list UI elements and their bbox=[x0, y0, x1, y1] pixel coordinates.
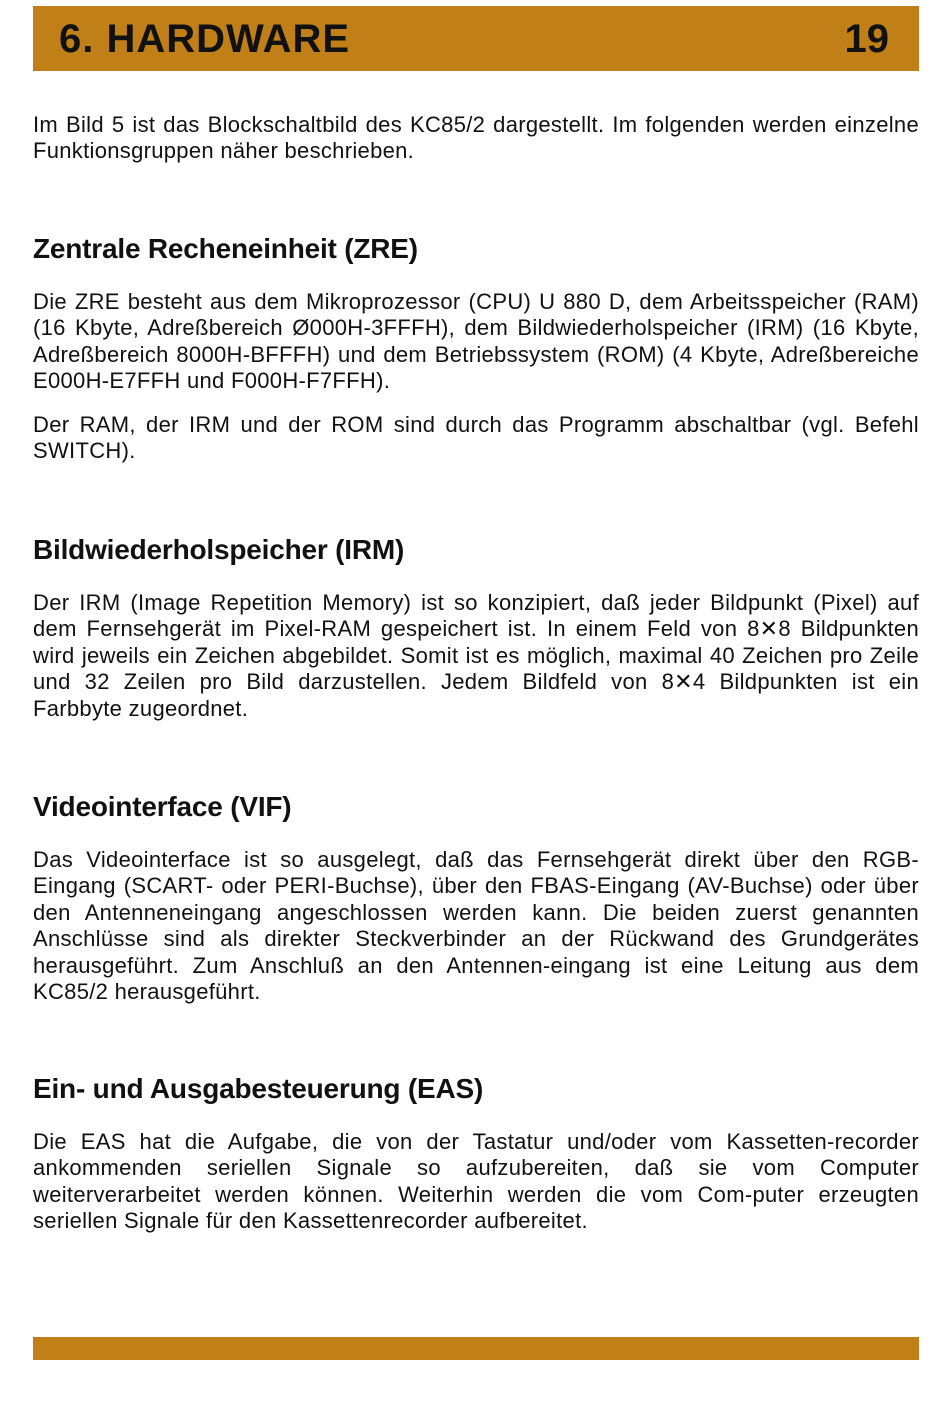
header-bar bbox=[33, 6, 919, 71]
intro-paragraph: Im Bild 5 ist das Blockschaltbild des KC85/2 dargestellt. Im folgenden werden einzelne Funktionsgruppen näher beschrieben. bbox=[33, 112, 919, 164]
page-title: 6. HARDWARE bbox=[59, 17, 351, 61]
section-zre-paragraph-2: Der RAM, der IRM und der ROM sind durch das Programm abschaltbar (vgl. Befehl SWITCH). bbox=[33, 412, 919, 464]
page-number: 19 bbox=[844, 17, 889, 61]
section-heading-eas: Ein- und Ausgabesteuerung (EAS) bbox=[33, 1073, 484, 1104]
section-heading-irm: Bildwiederholspeicher (IRM) bbox=[33, 534, 405, 565]
section-eas-paragraph: Die EAS hat die Aufgabe, die von der Tastatur und/oder vom Kassetten-recorder ankommenden seriellen Signale so aufzubereiten, daß sie vom Computer weiterverarbeitet werden können. Weiterhin werden die vom Com-puter erzeugten seriellen Signale für den Kassettenrecorder aufbereitet. bbox=[33, 1129, 919, 1234]
section-zre-paragraph-1: Die ZRE besteht aus dem Mikroprozessor (CPU) U 880 D, dem Arbeitsspeicher (RAM) (16 Kbyte, Adreßbereich Ø000H-3FFFH), dem Bildwiederholspeicher (IRM) (16 Kbyte, Adreßbereich 8000H-BFFFH) und dem Betriebssystem (ROM) (4 Kbyte, Adreßbereiche E000H-E7FFH und F000H-F7FFH). bbox=[33, 289, 919, 394]
section-vif-paragraph: Das Videointerface ist so ausgelegt, daß das Fernsehgerät direkt über den RGB-Eingang (SCART- oder PERI-Buchse), über den FBAS-Eingang (AV-Buchse) oder über den Antenneneingang angeschlossen werden kann. Die beiden zuerst genannten Anschlüsse sind als direkter Steckverbinder an der Rückwand des Grundgerätes herausgeführt. Zum Anschluß an den Antennen-eingang ist eine Leitung aus dem KC85/2 herausgeführt. bbox=[33, 847, 919, 1005]
section-irm-paragraph: Der IRM (Image Repetition Memory) ist so konzipiert, daß jeder Bildpunkt (Pixel) auf dem Fernsehgerät im Pixel-RAM gespeichert ist. In einem Feld von 8✕8 Bildpunkten wird jeweils ein Zeichen abgebildet. Somit ist es möglich, maximal 40 Zeichen pro Zeile und 32 Zeilen pro Bild darzustellen. Jedem Bildfeld von 8✕4 Bildpunkten ist ein Farbbyte zugeordnet. bbox=[33, 590, 919, 721]
section-heading-vif: Videointerface (VIF) bbox=[33, 791, 292, 822]
footer-bar bbox=[33, 1337, 919, 1360]
section-heading-zre: Zentrale Recheneinheit (ZRE) bbox=[33, 233, 418, 264]
